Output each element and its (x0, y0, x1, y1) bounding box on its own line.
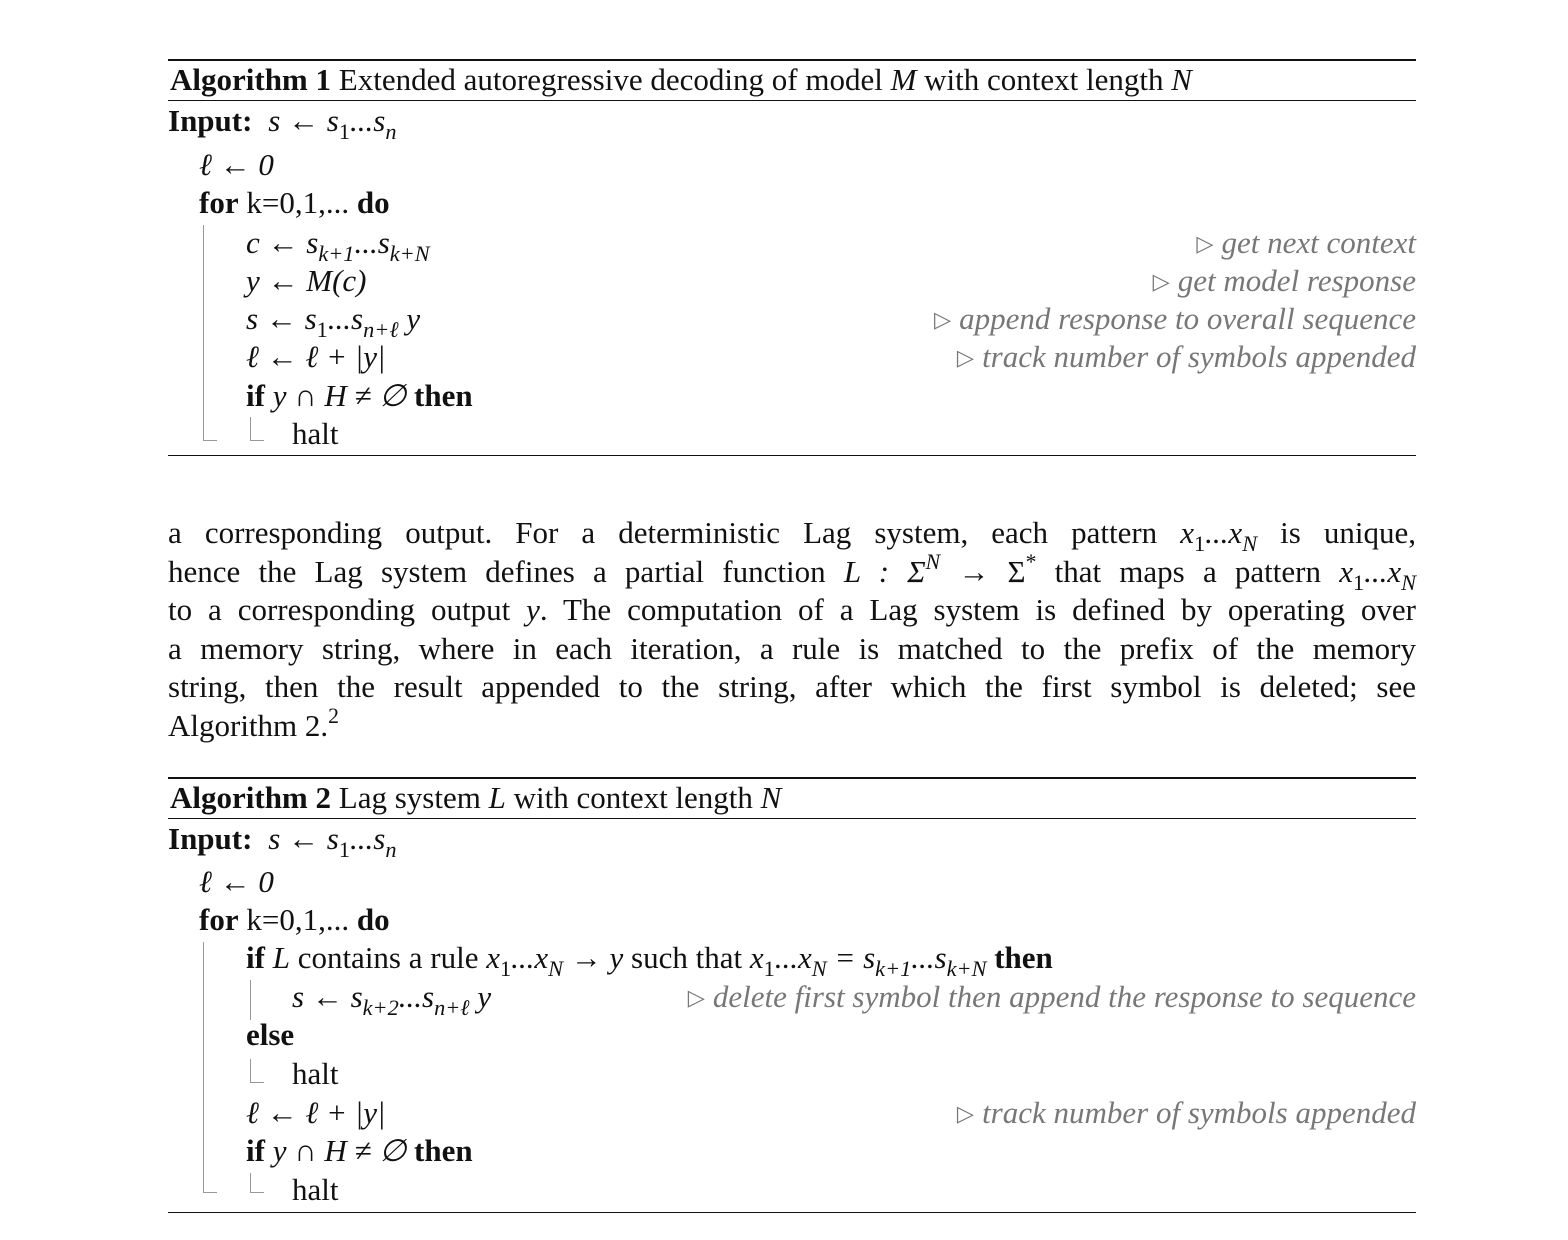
algorithm-2-if-rule (246, 939, 1053, 981)
algorithm-1-for-bracket (203, 225, 204, 440)
input-keyword: Input: (168, 821, 253, 856)
comment-text: append response to overall sequence (959, 301, 1416, 336)
algorithm-2-label: Algorithm 2 (170, 780, 332, 815)
paragraph-line-3 (168, 591, 1416, 630)
if-condition: y ∩ H ≠ ∅ (272, 1133, 407, 1168)
if-keyword: if (246, 1133, 265, 1168)
rule-dots3: ...s (911, 940, 947, 975)
p3-a: to a corresponding output (168, 592, 511, 628)
algorithm-2-line-l: ℓ ← ℓ + |y| (246, 1095, 386, 1130)
p2-math: L : Σ (843, 553, 926, 589)
line-c-sub1: k+1 (318, 240, 355, 266)
comment-triangle-icon: ▷ (956, 344, 975, 370)
paragraph-line-1 (168, 514, 1416, 556)
input-subn: n (385, 836, 397, 862)
rule-text: contains a rule (297, 940, 479, 975)
input-expr: s ← s (268, 821, 339, 856)
paragraph-line-4: a memory string, where in each iteration, a rule is matched to the prefix of the memory (168, 630, 1416, 666)
rule-such: such that (631, 940, 743, 975)
p2-sub1: 1 (1352, 569, 1365, 595)
p2-mid: that maps a pattern (1054, 553, 1321, 589)
input-keyword: Input: (168, 103, 253, 138)
rule-subN2: N (811, 955, 827, 981)
algorithm-2-for (199, 901, 390, 939)
input-subn: n (385, 118, 397, 144)
line-s-sub2: n+ℓ (434, 994, 470, 1020)
algorithm-2-if-halt (246, 1132, 473, 1170)
line-s-lhs: s ← s (246, 301, 317, 336)
input-expr: s ← s (268, 103, 339, 138)
algorithm-1-line-l: ℓ ← ℓ + |y| (246, 339, 386, 374)
comment-triangle-icon: ▷ (956, 1100, 975, 1126)
input-dots: ...s (349, 103, 386, 138)
algorithm-2-comment-s (688, 978, 1416, 1017)
line-s-dots: ...s (398, 979, 435, 1014)
if-keyword: if (246, 378, 265, 413)
footnote-mark[interactable]: 2 (328, 703, 340, 728)
algorithm-1-halt: halt (292, 416, 339, 451)
algorithm-2-input (168, 820, 397, 862)
algorithm-2-halt-final: halt (292, 1172, 339, 1207)
rule-arrow: → y (570, 940, 624, 975)
rule-subN: N (548, 955, 564, 981)
algorithm-1-if-bracket-foot (250, 440, 264, 441)
paragraph-line-2 (168, 549, 1417, 595)
line-c-sub2: k+N (389, 240, 430, 266)
p3-y: y (526, 592, 540, 628)
line-s-tail: y (398, 301, 421, 336)
for-range: k=0,1,... (246, 902, 350, 937)
algorithm-1-caption-mid: with context length (924, 62, 1164, 97)
p1-text: a corresponding output. For a deterministic Lag system, each pattern (168, 515, 1158, 550)
do-keyword: do (356, 185, 390, 220)
do-keyword: do (356, 902, 390, 937)
algorithm-2 (168, 777, 1416, 1217)
line-s-lhs: s ← s (292, 979, 363, 1014)
algorithm-2-else-bracket-foot (250, 1082, 264, 1083)
line-s-sub2: n+ℓ (363, 316, 399, 342)
algorithm-1-caption-N: N (1171, 62, 1192, 97)
algorithm-1-line-c (246, 224, 430, 266)
input-sub1: 1 (338, 118, 350, 144)
comment-text: track number of symbols appended (982, 1095, 1416, 1130)
algorithm-1-if-bracket (250, 417, 251, 440)
algorithm-1-input (168, 102, 397, 144)
line-s-sub1: 1 (316, 316, 328, 342)
algorithm-1-comment-l (957, 338, 1416, 377)
algorithm-2-caption-L: L (488, 780, 506, 815)
algorithm-1-label: Algorithm 1 (170, 62, 332, 97)
comment-triangle-icon: ▷ (687, 984, 705, 1010)
algorithm-1-if (246, 377, 473, 415)
paragraph-line-6 (168, 703, 1416, 746)
rule-subkN: k+N (946, 955, 987, 981)
p1-end: is unique, (1280, 515, 1416, 550)
algorithm-1-comment-c (1196, 224, 1416, 263)
algorithm-1-caption-model: M (890, 62, 917, 97)
p2-supN: N (925, 549, 941, 574)
for-range: k=0,1,... (246, 185, 350, 220)
algorithm-1 (168, 59, 1416, 459)
algorithm-1-for-bracket-foot (203, 440, 217, 441)
rule-sub1b: 1 (763, 955, 775, 981)
p2-subN: N (1401, 569, 1417, 595)
algorithm-2-halt-else: halt (292, 1056, 339, 1091)
algorithm-2-for-bracket (203, 942, 204, 1192)
algorithm-2-caption (170, 779, 781, 817)
algorithm-2-bottom-rule (168, 1212, 1416, 1213)
line-s-dots: ...s (327, 301, 364, 336)
then-keyword: then (994, 940, 1053, 975)
algorithm-2-caption-mid: with context length (513, 780, 753, 815)
comment-text: track number of symbols appended (982, 339, 1416, 374)
algorithm-2-then-bracket (250, 980, 251, 1020)
comment-text: get next context (1221, 225, 1416, 260)
line-s-tail: y (469, 979, 492, 1014)
algorithm-2-comment-l (957, 1094, 1416, 1133)
p3-b: . The computation of a Lag system is defined by operating over (539, 592, 1417, 628)
rule-x2: x (749, 940, 764, 975)
algorithm-2-line-s (292, 978, 492, 1020)
p1-math: x (1180, 515, 1195, 550)
line-c-lhs: c ← s (246, 225, 319, 260)
rule-L: L (272, 940, 290, 975)
comment-triangle-icon: ▷ (1196, 230, 1214, 256)
p1-sub1: 1 (1194, 530, 1206, 556)
p6-text: Algorithm 2. (168, 707, 329, 743)
algorithm-1-comment-y (1153, 262, 1416, 301)
line-c-dots: ...s (354, 225, 390, 260)
p1-dots: ...x (1205, 515, 1243, 550)
algorithm-1-caption-rule (168, 100, 1416, 101)
algorithm-2-l-init: ℓ ← 0 (199, 864, 274, 899)
p1-subN: N (1242, 530, 1258, 556)
algorithm-2-caption-rule (168, 818, 1416, 819)
p2-arrow: → Σ (958, 553, 1026, 589)
if-condition: y ∩ H ≠ ∅ (272, 378, 407, 413)
line-s-sub1: k+2 (362, 994, 399, 1020)
rule-dots: ...x (511, 940, 549, 975)
for-keyword: for (199, 185, 239, 220)
then-keyword: then (414, 378, 473, 413)
input-sub1: 1 (338, 836, 350, 862)
input-dots: ...s (349, 821, 386, 856)
algorithm-1-l-init: ℓ ← 0 (199, 147, 274, 182)
comment-text: delete first symbol then append the response to sequence (712, 979, 1416, 1014)
for-keyword: for (199, 902, 239, 937)
algorithm-2-else: else (246, 1017, 295, 1052)
p2-text: hence the Lag system defines a partial function (168, 553, 826, 589)
rule-eq: = s (834, 940, 876, 975)
algorithm-2-if-bracket (250, 1173, 251, 1192)
algorithm-2-caption-N: N (760, 780, 782, 815)
algorithm-1-line-s (246, 300, 421, 342)
p2-star: * (1025, 549, 1037, 574)
algorithm-1-bottom-rule (168, 455, 1416, 456)
algorithm-1-caption-text: Extended autoregressive decoding of model (338, 62, 883, 97)
algorithm-2-caption-text: Lag system (338, 780, 481, 815)
algorithm-1-for (199, 184, 390, 222)
algorithm-1-line-y: y ← M(c) (246, 263, 367, 298)
body-paragraph (168, 514, 1416, 746)
algorithm-2-for-bracket-foot (203, 1192, 217, 1193)
rule-x: x (486, 940, 500, 975)
comment-triangle-icon: ▷ (933, 306, 952, 332)
algorithm-1-caption (170, 61, 1192, 99)
p2-dots: ...x (1364, 553, 1402, 589)
algorithm-2-else-bracket (250, 1059, 251, 1082)
paragraph-line-5: string, then the result appended to the string, after which the first symbol is deleted; see (168, 669, 1416, 705)
comment-triangle-icon: ▷ (1152, 268, 1170, 294)
algorithm-2-if-bracket-foot (250, 1192, 264, 1193)
rule-dots2: ...x (774, 940, 812, 975)
then-keyword: then (414, 1133, 473, 1168)
if-keyword: if (246, 940, 265, 975)
rule-subk1: k+1 (875, 955, 912, 981)
p2-x: x (1339, 553, 1353, 589)
rule-sub1: 1 (499, 955, 512, 981)
algorithm-1-comment-s (934, 300, 1416, 339)
comment-text: get model response (1177, 263, 1416, 298)
